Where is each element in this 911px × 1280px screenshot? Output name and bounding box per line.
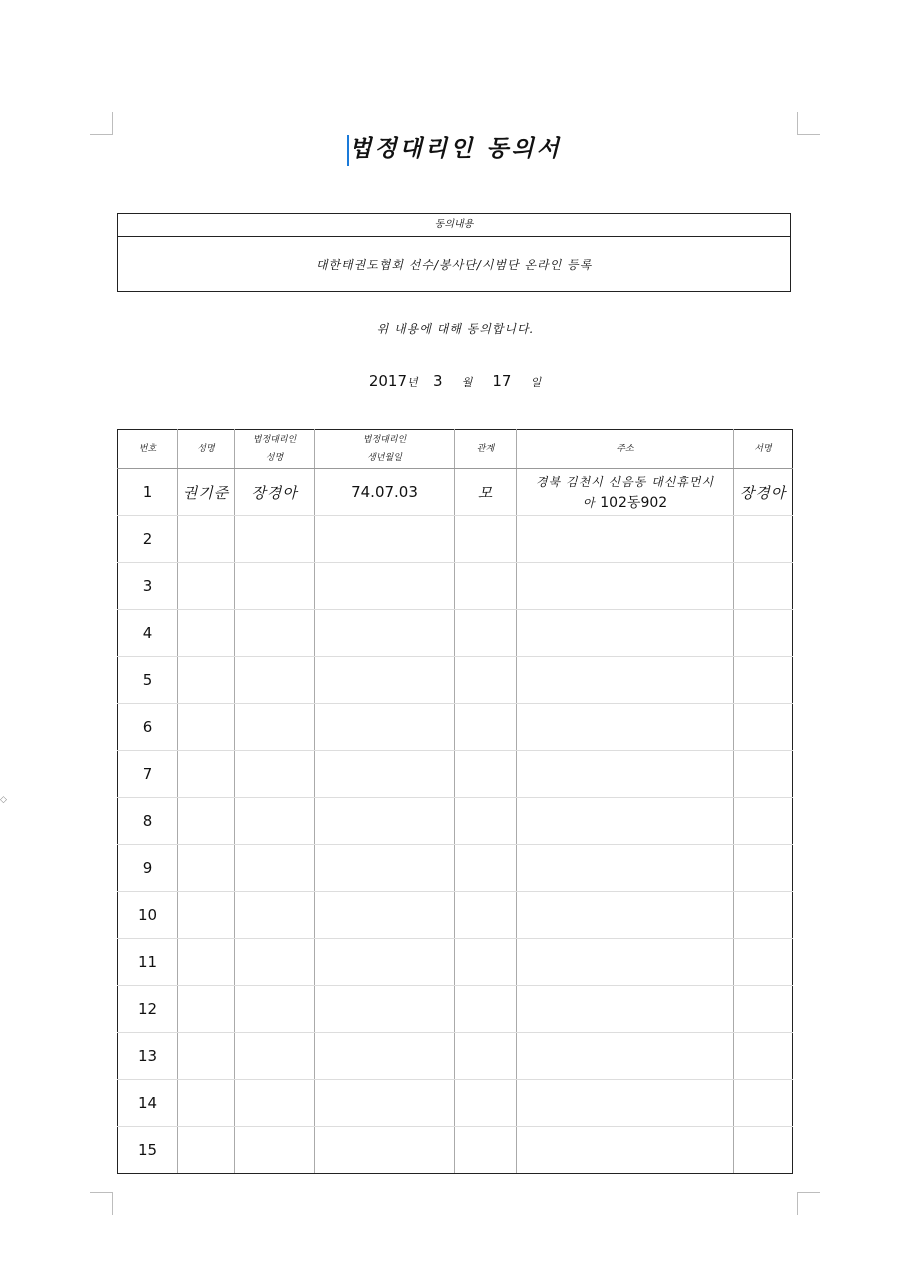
row-relation: 모	[455, 469, 517, 516]
date-day: 17	[492, 372, 512, 390]
table-row	[118, 798, 793, 845]
date-day-unit: 일	[530, 376, 543, 389]
row-no: 8	[118, 798, 178, 845]
row-no: 5	[118, 657, 178, 704]
table-row	[118, 657, 793, 704]
consent-body: 대한태권도협회 선수/봉사단/시범단 온라인 등록	[315, 258, 593, 272]
row-no: 2	[118, 516, 178, 563]
header-no: 번호	[118, 430, 178, 469]
table-header-row	[118, 430, 793, 469]
row-no: 7	[118, 751, 178, 798]
crop-mark-bottom-left	[90, 1192, 113, 1215]
row-no: 9	[118, 845, 178, 892]
row-name: 권기준	[178, 469, 235, 516]
table-row	[118, 1080, 793, 1127]
table-row	[118, 563, 793, 610]
row-no: 12	[118, 986, 178, 1033]
row-no: 4	[118, 610, 178, 657]
row-no: 6	[118, 704, 178, 751]
row-no: 10	[118, 892, 178, 939]
consent-header: 동의내용	[118, 214, 790, 237]
header-address: 주소	[517, 430, 734, 469]
row-no: 13	[118, 1033, 178, 1080]
table-row	[118, 469, 793, 516]
row-no: 11	[118, 939, 178, 986]
date-month-unit: 월	[461, 376, 474, 389]
table-row	[118, 1127, 793, 1174]
crop-mark-bottom-right	[797, 1192, 820, 1215]
table-row	[118, 1033, 793, 1080]
table-row	[118, 704, 793, 751]
consent-box	[117, 213, 791, 292]
header-relation: 관계	[455, 430, 517, 469]
row-guardian-birth: 74.07.03	[315, 469, 455, 516]
row-no: 1	[118, 469, 178, 516]
table-row	[118, 516, 793, 563]
row-no: 15	[118, 1127, 178, 1174]
table-row	[118, 939, 793, 986]
date-year: 2017	[368, 372, 408, 390]
table-row	[118, 845, 793, 892]
table-row	[118, 986, 793, 1033]
date-month: 3	[432, 372, 443, 390]
row-signature: 장경아	[734, 469, 793, 516]
header-signature: 서명	[734, 430, 793, 469]
header-guardian-name: 법정대리인 성명	[235, 430, 315, 469]
margin-marker-icon: ◇	[0, 795, 7, 805]
row-no: 14	[118, 1080, 178, 1127]
table-row	[118, 610, 793, 657]
date-line	[0, 372, 911, 390]
row-address: 경북 김천시 신음동 대신휴먼시 아 102동902	[517, 469, 734, 516]
header-name: 성명	[178, 430, 235, 469]
guardian-registration-table	[117, 429, 793, 1174]
document-title: 법정대리인 동의서	[349, 136, 562, 162]
agree-statement: 위 내용에 대해 동의합니다.	[376, 322, 535, 336]
table-row	[118, 892, 793, 939]
row-no: 3	[118, 563, 178, 610]
table-row	[118, 751, 793, 798]
header-guardian-birth: 법정대리인 생년월일	[315, 430, 455, 469]
date-year-unit: 년	[407, 376, 419, 389]
row-guardian-name: 장경아	[235, 469, 315, 516]
